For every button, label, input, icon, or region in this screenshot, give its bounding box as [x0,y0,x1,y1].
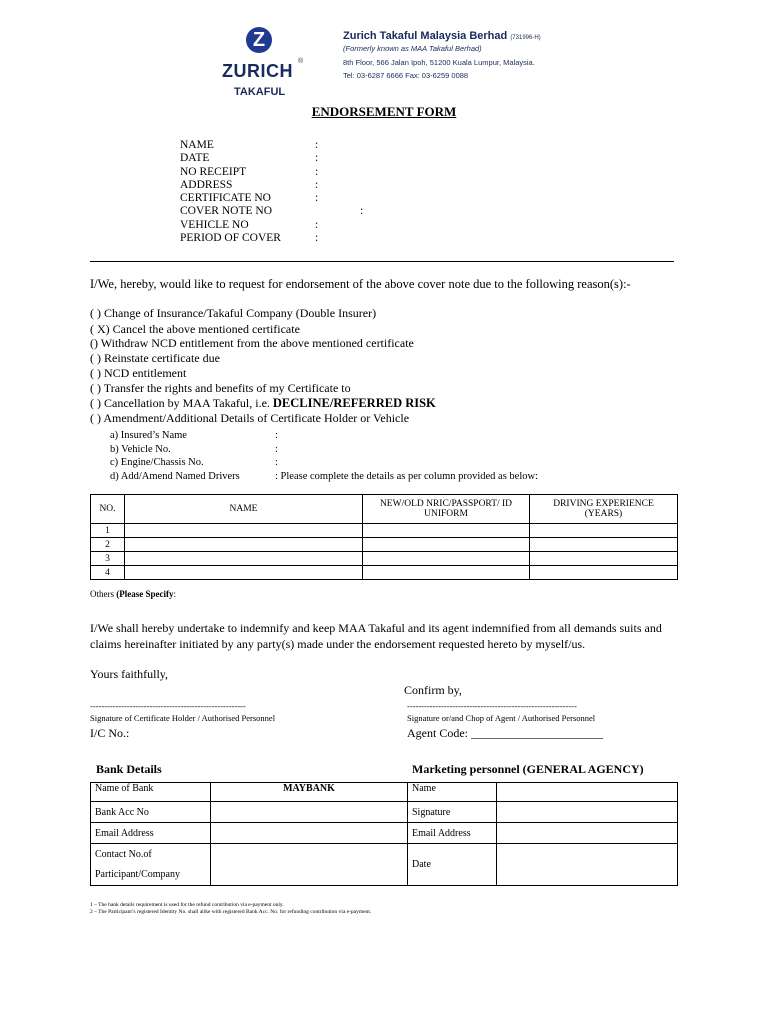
option-transfer-rights[interactable] [90,381,351,396]
row-nric-cell[interactable] [363,524,530,538]
field-vehicle-colon: : [315,219,319,231]
agent-code-label: Agent Code: ______________________ [407,726,603,740]
agent-name-value[interactable] [497,783,678,802]
agent-email-value[interactable] [497,823,678,844]
field-name-colon: : [315,139,319,151]
option-checkbox[interactable]: ( ) [90,366,101,380]
option-checkbox[interactable]: ( ) [90,351,101,365]
table-row [91,802,678,823]
row-name-cell[interactable] [125,538,363,552]
option-checkbox[interactable]: ( ) [90,381,101,395]
table-row [91,823,678,844]
field-vehicle-label: VEHICLE NO [180,219,249,231]
signature-holder-label: Signature of Certificate Holder / Authorised Personnel [90,713,276,723]
option-text: Change of Insurance/Takaful Company (Double Insurer) [104,306,377,320]
sub-insured-name-colon: : [275,430,278,441]
field-certificate-colon: : [315,192,319,204]
bank-email-value[interactable] [211,823,408,844]
option-text: Reinstate certificate due [104,351,220,365]
marketing-personnel-title: Marketing personnel (GENERAL AGENCY) [412,762,644,776]
agent-signature-value[interactable] [497,802,678,823]
logo-registered-mark: ® [298,58,304,65]
option-reinstate[interactable] [90,351,220,366]
field-date-colon: : [315,152,319,164]
row-nric-cell[interactable] [363,552,530,566]
table-header-row [91,495,678,524]
option-checkbox[interactable]: ( ) [90,396,101,410]
agent-date-value[interactable] [497,844,678,886]
sub-vehicle-no-label: b) Vehicle No. [110,444,171,455]
logo-subtitle: TAKAFUL [234,86,286,98]
row-name-cell[interactable] [125,552,363,566]
field-cover-note-label: COVER NOTE NO [180,205,272,217]
company-name [343,30,541,42]
option-cancel-certificate[interactable] [90,322,300,337]
option-bold-text: DECLINE/REFERRED RISK [272,396,436,410]
signature-agent-label: Signature or/and Chop of Agent / Authorised Personnel [407,713,596,723]
option-checkbox[interactable]: () [90,336,98,350]
field-receipt-label: NO RECEIPT [180,166,247,178]
row-number: 4 [91,566,125,580]
agent-name-label: Name [408,783,497,802]
ic-no-label: I/C No.: [90,726,130,740]
option-checkbox[interactable]: ( X) [90,322,110,336]
yours-faithfully: Yours faithfully, [90,667,169,681]
row-name-cell[interactable] [125,524,363,538]
row-number: 3 [91,552,125,566]
bank-email-label: Email Address [91,823,211,844]
sub-insured-name-label: a) Insured’s Name [110,430,187,441]
table-row [91,524,678,538]
sub-engine-label: c) Engine/Chassis No. [110,457,204,468]
header-name: NAME [125,495,363,524]
option-text: Withdraw NCD entitlement from the above mentioned certificate [100,336,414,350]
signature-line-right: ------------------------------------------------------------ [407,701,577,711]
others-label: Others [90,589,117,599]
agent-signature-label: Signature [408,802,497,823]
confirm-by: Confirm by, [404,683,462,697]
logo-wordmark: ZURICH [222,61,293,81]
others-colon: : [173,589,176,599]
row-experience-cell[interactable] [530,552,678,566]
others-specify [90,589,176,599]
form-title: ENDORSEMENT FORM [311,104,457,119]
signature-line-left: ------------------------------------------------------- [90,701,246,711]
table-row [91,844,678,886]
bank-acc-label: Bank Acc No [91,802,211,823]
option-change-insurer[interactable] [90,306,376,321]
option-text: Transfer the rights and benefits of my Certificate to [103,381,351,395]
company-formerly: (Formerly known as MAA Takaful Berhad) [343,44,482,53]
option-text: Amendment/Additional Details of Certificate Holder or Vehicle [103,411,410,425]
field-address-label: ADDRESS [180,179,233,191]
request-text: I/We, hereby, would like to request for endorsement of the above cover note due to the following reason(s):- [90,277,631,291]
header-nric: NEW/OLD NRIC/PASSPORT/ ID UNIFORM [363,495,530,524]
field-cover-note-colon: : [360,205,364,217]
agent-email-label: Email Address [408,823,497,844]
row-number: 1 [91,524,125,538]
row-nric-cell[interactable] [363,538,530,552]
row-name-cell[interactable] [125,566,363,580]
option-amendment[interactable] [90,411,409,426]
bank-acc-value[interactable] [211,802,408,823]
company-address: 8th Floor, 566 Jalan Ipoh, 51200 Kuala Lumpur, Malaysia. [343,58,535,67]
drivers-table [90,494,678,580]
option-text: Cancel the above mentioned certificate [112,322,300,336]
row-nric-cell[interactable] [363,566,530,580]
option-text: NCD entitlement [104,366,187,380]
option-checkbox[interactable]: ( ) [90,306,101,320]
table-row [91,783,678,802]
header-no: NO. [91,495,125,524]
contact-no-value[interactable] [211,844,408,886]
contact-no-label: Contact No.of Participant/Company [91,844,211,886]
zurich-logo-icon: Z [246,27,272,53]
sub-drivers-note: : Please complete the details as per column provided as below: [275,471,539,482]
row-experience-cell[interactable] [530,566,678,580]
table-row [91,538,678,552]
footnote-2: 2 – The Participant’s registered Identity No. shall alike with registered Bank Acc. No. for refunding contribution via e-payment. [90,909,372,915]
option-ncd-entitlement[interactable] [90,366,186,381]
field-date-label: DATE [180,152,210,164]
sub-engine-colon: : [275,457,278,468]
option-text: Cancellation by MAA Takaful, i.e. [104,396,273,410]
field-name-label: NAME [180,139,214,151]
footnote-1: 1 – The bank details requirement is used for the refund contribution via e-payment only. [90,902,284,908]
bank-details-table [90,782,678,886]
row-experience-cell[interactable] [530,538,678,552]
field-period-label: PERIOD OF COVER [180,232,281,244]
company-contact: Tel: 03-6287 6666 Fax: 03-6259 0088 [343,71,469,80]
field-address-colon: : [315,179,319,191]
sub-drivers-label: d) Add/Amend Named Drivers [110,471,240,482]
undertaking-text: I/We shall hereby undertake to indemnify and keep MAA Takaful and its agent indemnified from all demands suits and claims hereinafter initiated by any party(s) made under the endorsement requested hereto by myself/us. [90,621,662,651]
table-row [91,552,678,566]
bank-name-value[interactable]: MAYBANK [211,783,408,802]
agent-date-label: Date [408,844,497,886]
option-cancellation-maa[interactable] [90,396,436,411]
field-certificate-label: CERTIFICATE NO [180,192,271,204]
bank-name-label: Name of Bank [91,783,211,802]
bank-details-title: Bank Details [96,762,162,776]
row-experience-cell[interactable] [530,524,678,538]
field-receipt-colon: : [315,166,319,178]
row-number: 2 [91,538,125,552]
header-driving-experience: DRIVING EXPERIENCE (YEARS) [530,495,678,524]
field-period-colon: : [315,232,319,244]
company-name-text: Zurich Takaful Malaysia Berhad [343,30,508,42]
option-withdraw-ncd[interactable] [90,336,414,351]
company-reg-no: (731996-H) [510,35,541,41]
table-row [91,566,678,580]
option-checkbox[interactable]: ( ) [90,411,101,425]
others-bold: (Please Specify [116,589,174,599]
divider [90,261,674,262]
sub-vehicle-no-colon: : [275,444,278,455]
